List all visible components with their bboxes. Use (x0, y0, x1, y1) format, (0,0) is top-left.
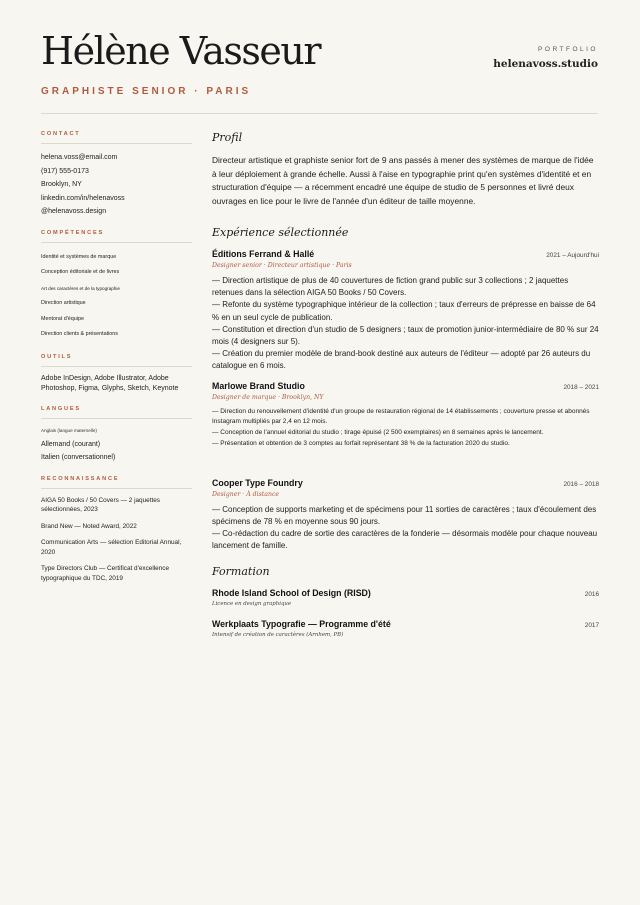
skills-section (41, 230, 192, 343)
job-entry (212, 478, 599, 553)
language-item: Anglais (langue maternelle) (41, 427, 97, 433)
education-entry (212, 619, 599, 638)
awards-section (41, 476, 192, 584)
job-company: Éditions Ferrand & Hallé (212, 249, 315, 259)
education-heading: Formation (212, 564, 270, 578)
job-dates: 2021 – Aujourd'hui (546, 252, 599, 259)
contact-email[interactable]: helena.voss@email.com (41, 154, 118, 161)
skill-item: Identité et systèmes de marque (41, 253, 117, 260)
profile-text: Directeur artistique et graphiste senior fort de 9 ans passés à mener des systèmes de marque de l'idée à leur déploiement à grande échelle. Aussi à l'aise en typographie print qu'en systèmes d'identité et en structuration d'équipe — a récemment encadré une équipe de studio de 5 personnes et livré deux ouvrages en lice pour le livre de l'année d'un éditeur de taille moyenne. (212, 155, 594, 206)
contact-heading: CONTACT (41, 131, 192, 144)
tools-list: Adobe InDesign, Adobe Illustrator, Adobe Photoshop, Figma, Glyphs, Sketch, Keynote (41, 374, 179, 392)
award-item: AIGA 50 Books / 50 Covers — 2 jaquettes sélectionnées, 2023 (41, 496, 161, 513)
tools-heading: OUTILS (41, 354, 192, 367)
job-bullet: — Direction artistique de plus de 40 couvertures de fiction grand public sur 3 collections ; 2 jaquettes retenues dans la sélection AIGA 50 Books / 50 Covers. (212, 276, 569, 298)
job-header (212, 249, 599, 259)
award-item: Type Directors Club — Certificat d'excellence typographique du TDC, 2019 (41, 565, 170, 582)
job-dates: 2016 – 2018 (563, 480, 599, 488)
contact-phone[interactable]: (917) 555-0173 (41, 167, 89, 175)
job-role: Designer · À distance (212, 490, 280, 498)
tools-section (41, 354, 192, 395)
job-entry (212, 249, 599, 373)
language-item: Italien (conversationnel) (41, 454, 116, 461)
language-item: Allemand (courant) (41, 440, 101, 448)
job-bullet: — Conception de l'annuel éditorial du studio ; tirage épuisé (2 500 exemplaires) en 8 semaines après le lancement. (212, 429, 544, 437)
job-bullet: — Constitution et direction d'un studio de 5 designers ; taux de promotion junior-intermédiaire de 80 % sur 24 mois (4 designers sur 5). (212, 324, 599, 347)
education-school: Rhode Island School of Design (RISD) (212, 587, 371, 598)
awards-heading: RECONNAISSANCE (41, 476, 192, 489)
job-bullets (212, 275, 599, 373)
contact-linkedin[interactable]: linkedin.com/in/helenavoss (41, 194, 125, 202)
award-item: Brand New — Noted Award, 2022 (41, 522, 137, 530)
languages-section (41, 406, 192, 465)
job-bullets (212, 504, 599, 553)
education-year: 2017 (584, 621, 599, 629)
job-header (212, 381, 599, 391)
profile-heading: Profil (212, 131, 243, 144)
job-bullet: — Conception de supports marketing et de spécimens pour 11 sorties de caractères ; taux d'écoulement des spécimens de 78 % en moyenne sous 90 jours. (212, 504, 597, 527)
sidebar (41, 131, 192, 594)
education-school: Werkplaats Typografie — Programme d'été (212, 618, 391, 629)
main-column (212, 131, 599, 650)
job-bullet: — Co-rédaction du cadre de sortie des caractères de la fonderie — désormais modèle pour chaque nouveau lancement de famille. (212, 529, 598, 551)
education-degree: Intensif de création de caractères (Arnhem, PB) (212, 631, 344, 638)
award-item: Communication Arts — sélection Editorial Annual, 2020 (41, 539, 182, 556)
name-heading: Hélène Vasseur (41, 29, 321, 73)
languages-heading: LANGUES (41, 406, 192, 419)
education-header (212, 619, 599, 629)
contact-section (41, 131, 192, 219)
portfolio-label: PORTFOLIO (538, 46, 598, 53)
job-bullet: — Direction du renouvellement d'identité d'un groupe de restauration régional de 14 établissements ; couverture presse et abonnés Instagram multipliés par 2,4 en 12 mois. (212, 407, 590, 426)
job-bullet: — Refonte du système typographique intérieur de la collection ; taux d'erreurs de prépresse en baisse de 64 % en un seul cycle de publication. (212, 300, 596, 322)
job-role: Designer de marque · Brooklyn, NY (212, 393, 324, 401)
job-dates: 2018 – 2021 (563, 383, 599, 391)
skills-heading: COMPÉTENCES (41, 230, 192, 243)
job-bullet: — Présentation et obtention de 3 comptes au forfait représentant 38 % de la facturation 2020 du studio. (212, 440, 510, 448)
education-entry (212, 588, 599, 607)
experience-heading: Expérience sélectionnée (212, 226, 349, 239)
job-role: Designer senior · Directeur artistique · Paris (212, 262, 352, 269)
job-company: Marlowe Brand Studio (212, 380, 305, 391)
skill-item: Art des caractères et de la typographie (41, 285, 120, 291)
skill-item: Conception éditoriale et de livres (41, 269, 120, 275)
skill-item: Direction clients & présentations (41, 331, 119, 337)
job-bullets (212, 407, 599, 450)
job-company: Cooper Type Foundry (212, 477, 303, 488)
job-bullet: — Création du premier modèle de brand-book destiné aux auteurs de l'éditeur — adopté par 26 auteurs du catalogue en 6 mois. (212, 349, 591, 371)
job-header (212, 478, 599, 488)
skill-item: Mentorat d'équipe (41, 315, 84, 322)
subtitle: GRAPHISTE SENIOR · PARIS (41, 86, 252, 97)
contact-handle[interactable]: @helenavoss.design (41, 208, 107, 215)
skill-item: Direction artistique (41, 300, 86, 306)
education-degree: Licence en design graphique (212, 600, 292, 607)
header-divider (41, 113, 598, 114)
portfolio-link[interactable]: helenavoss.studio (493, 58, 598, 70)
education-header (212, 588, 599, 598)
job-entry (212, 381, 599, 450)
contact-location: Brooklyn, NY (41, 181, 82, 188)
education-year: 2016 (584, 590, 599, 598)
